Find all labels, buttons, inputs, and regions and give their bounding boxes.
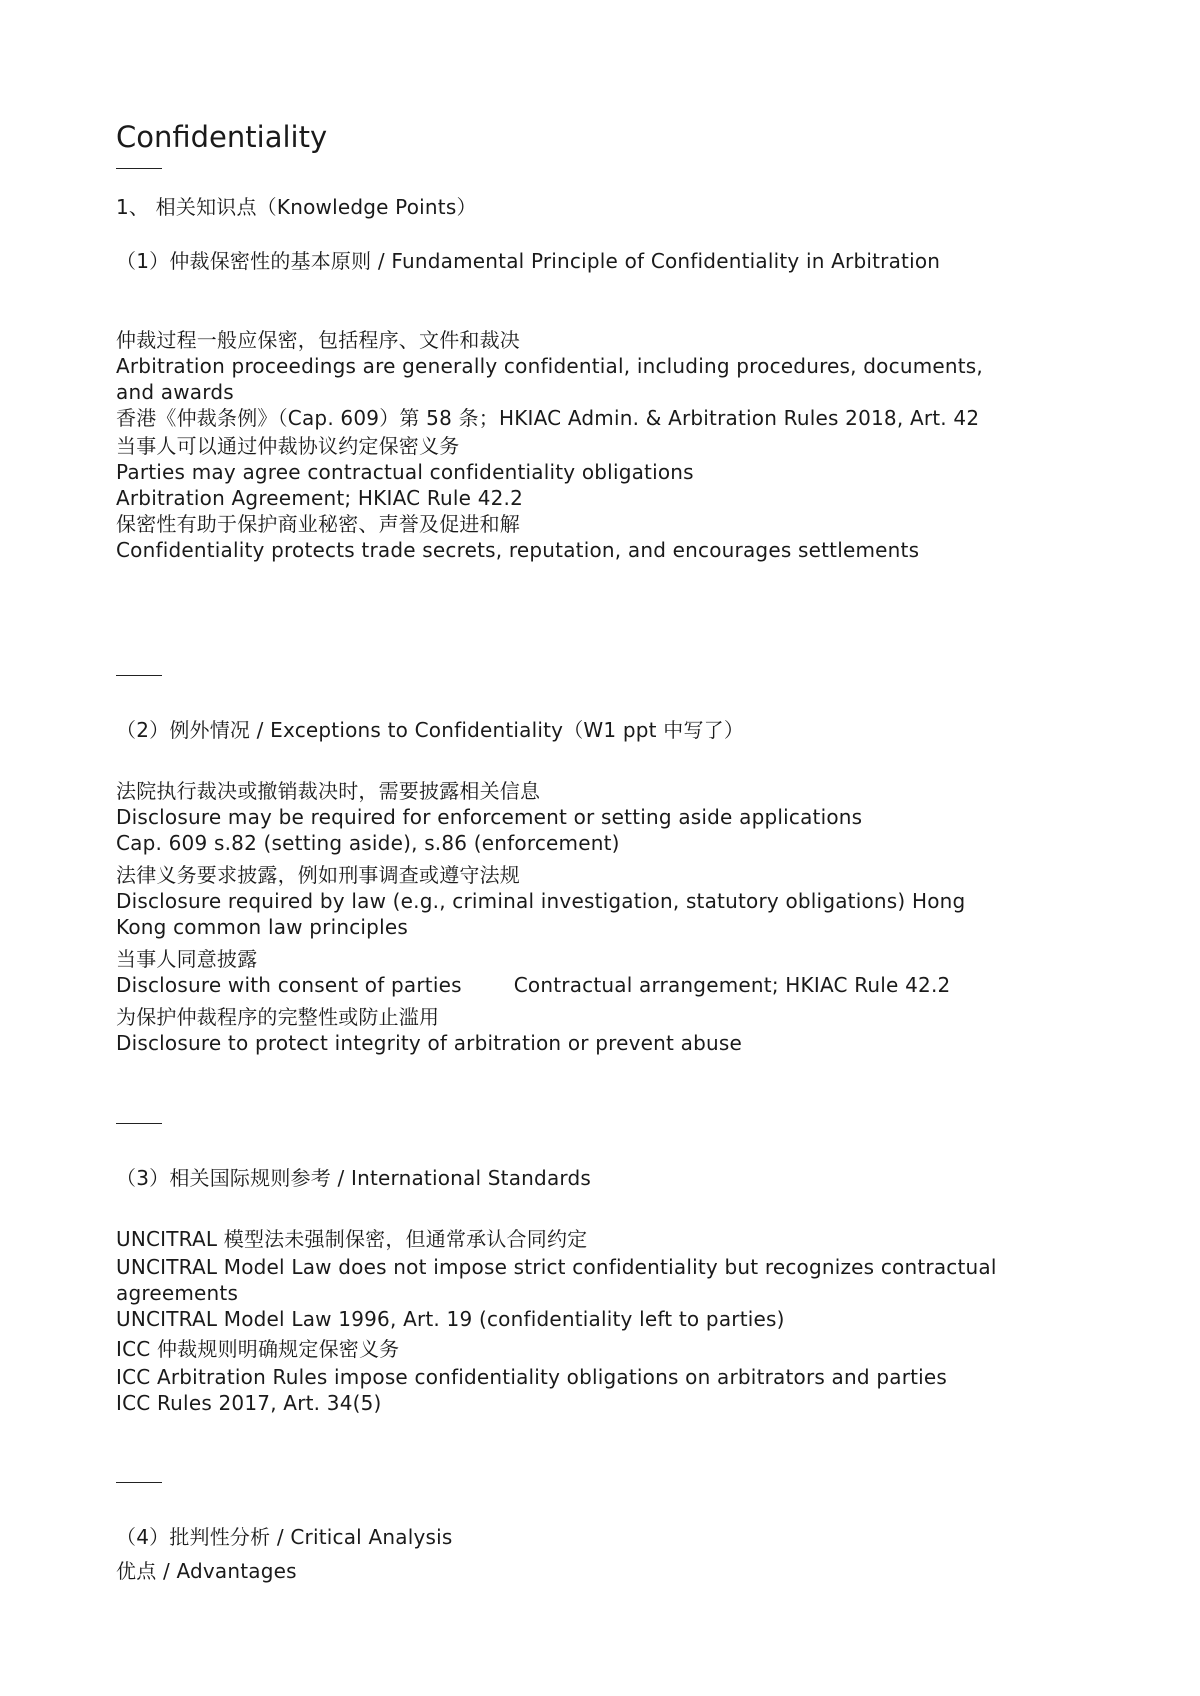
part1-line-1: 仲裁过程一般应保密，包括程序、文件和裁决 [116, 328, 520, 352]
part2-divider [116, 1123, 162, 1124]
part1-divider [116, 675, 162, 676]
part2-line-1: 法院执行裁决或撤销裁决时，需要披露相关信息 [116, 779, 541, 803]
part2-line-3: Cap. 609 s.82 (setting aside), s.86 (enforcement) [116, 831, 620, 855]
part2-line-8: 为保护仲裁程序的完整性或防止滥用 [116, 1005, 440, 1029]
part2-line-7: 当事人同意披露 [116, 947, 258, 971]
document-title: Confidentiality [116, 120, 328, 154]
part2-line-5: Disclosure required by law (e.g., criminal investigation, statutory obligations) Hong [116, 889, 966, 913]
part3-line-5: ICC 仲裁规则明确规定保密义务 [116, 1337, 400, 1361]
part3-heading: （3）相关国际规则参考 / International Standards [116, 1166, 591, 1190]
part1-line-3: and awards [116, 380, 234, 404]
part1-line-4: 香港《仲裁条例》（Cap. 609）第 58 条；HKIAC Admin. & Arbitration Rules 2018, Art. 42 [116, 406, 980, 430]
part4-heading: （4）批判性分析 / Critical Analysis [116, 1525, 453, 1549]
part1-line-7: Arbitration Agreement; HKIAC Rule 42.2 [116, 486, 524, 510]
part2-line-9: Disclosure to protect integrity of arbitration or prevent abuse [116, 1031, 743, 1055]
part1-heading: （1）仲裁保密性的基本原则 / Fundamental Principle of Confidentiality in Arbitration [116, 249, 941, 273]
part1-line-6: Parties may agree contractual confidentiality obligations [116, 460, 694, 484]
section-heading: 1、 相关知识点（Knowledge Points） [116, 195, 477, 219]
part2-line-6: Kong common law principles [116, 915, 408, 939]
part3-line-2: UNCITRAL Model Law does not impose strict confidentiality but recognizes contractual [116, 1255, 997, 1279]
part3-line-1: UNCITRAL 模型法未强制保密，但通常承认合同约定 [116, 1227, 588, 1251]
part2-line-4: 法律义务要求披露，例如刑事调查或遵守法规 [116, 863, 520, 887]
part2-consent-line [116, 972, 950, 998]
title-divider [116, 168, 162, 169]
part1-line-9: Confidentiality protects trade secrets, reputation, and encourages settlements [116, 538, 920, 562]
part3-line-4: UNCITRAL Model Law 1996, Art. 19 (confidentiality left to parties) [116, 1307, 785, 1331]
part1-line-2: Arbitration proceedings are generally confidential, including procedures, documents, [116, 354, 983, 378]
part3-line-3: agreements [116, 1281, 239, 1305]
part1-line-5: 当事人可以通过仲裁协议约定保密义务 [116, 434, 460, 458]
part2-consent-reference: Contractual arrangement; HKIAC Rule 42.2 [513, 973, 951, 997]
part2-line-2: Disclosure may be required for enforcement or setting aside applications [116, 805, 863, 829]
part3-divider [116, 1482, 162, 1483]
part1-line-8: 保密性有助于保护商业秘密、声誉及促进和解 [116, 512, 520, 536]
part3-line-7: ICC Rules 2017, Art. 34(5) [116, 1391, 382, 1415]
part2-consent-text: Disclosure with consent of parties [116, 973, 462, 997]
part3-line-6: ICC Arbitration Rules impose confidentiality obligations on arbitrators and parties [116, 1365, 948, 1389]
part2-heading: （2）例外情况 / Exceptions to Confidentiality（W1 ppt 中写了） [116, 718, 745, 742]
part4-subheading: 优点 / Advantages [116, 1559, 297, 1583]
